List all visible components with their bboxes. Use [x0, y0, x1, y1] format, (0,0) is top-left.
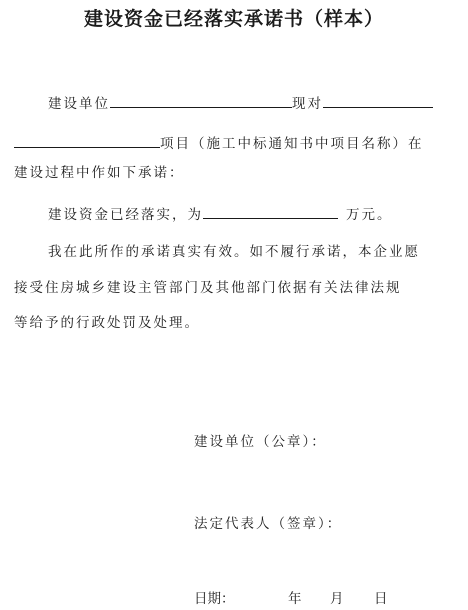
date-year: 年 [288, 591, 302, 607]
line-process [14, 164, 185, 182]
process-text: 建设过程中作如下承诺： [14, 165, 185, 181]
unit-blank [110, 93, 292, 108]
line-funds [48, 204, 393, 224]
para2-line3: 等给予的行政处罚及处理。 [14, 315, 200, 331]
amount-unit: 万元。 [346, 207, 393, 223]
para2-line2: 接受住房城乡建设主管部门及其他部门依据有关法律法规 [14, 280, 402, 296]
project-text: 项目（施工中标通知书中项目名称）在 [160, 136, 424, 152]
signature-representative: 法定代表人（签章）： [194, 516, 343, 532]
date-month: 月 [330, 591, 344, 607]
unit-label: 建设单位 [48, 96, 110, 112]
date-label: 日期： [194, 591, 235, 607]
line-project [14, 133, 424, 153]
signature-unit: 建设单位（公章）： [194, 434, 327, 450]
amount-blank [203, 204, 338, 219]
document-title: 建设资金已经落实承诺书（样本） [83, 8, 384, 30]
to-blank [323, 93, 433, 108]
date-day: 日 [374, 591, 388, 607]
line-unit [48, 93, 433, 113]
para2-line1: 我在此所作的承诺真实有效。如不履行承诺，本企业愿 [48, 244, 420, 260]
to-label: 现对 [292, 96, 323, 112]
funds-label: 建设资金已经落实，为 [48, 207, 203, 223]
project-blank [14, 133, 160, 148]
